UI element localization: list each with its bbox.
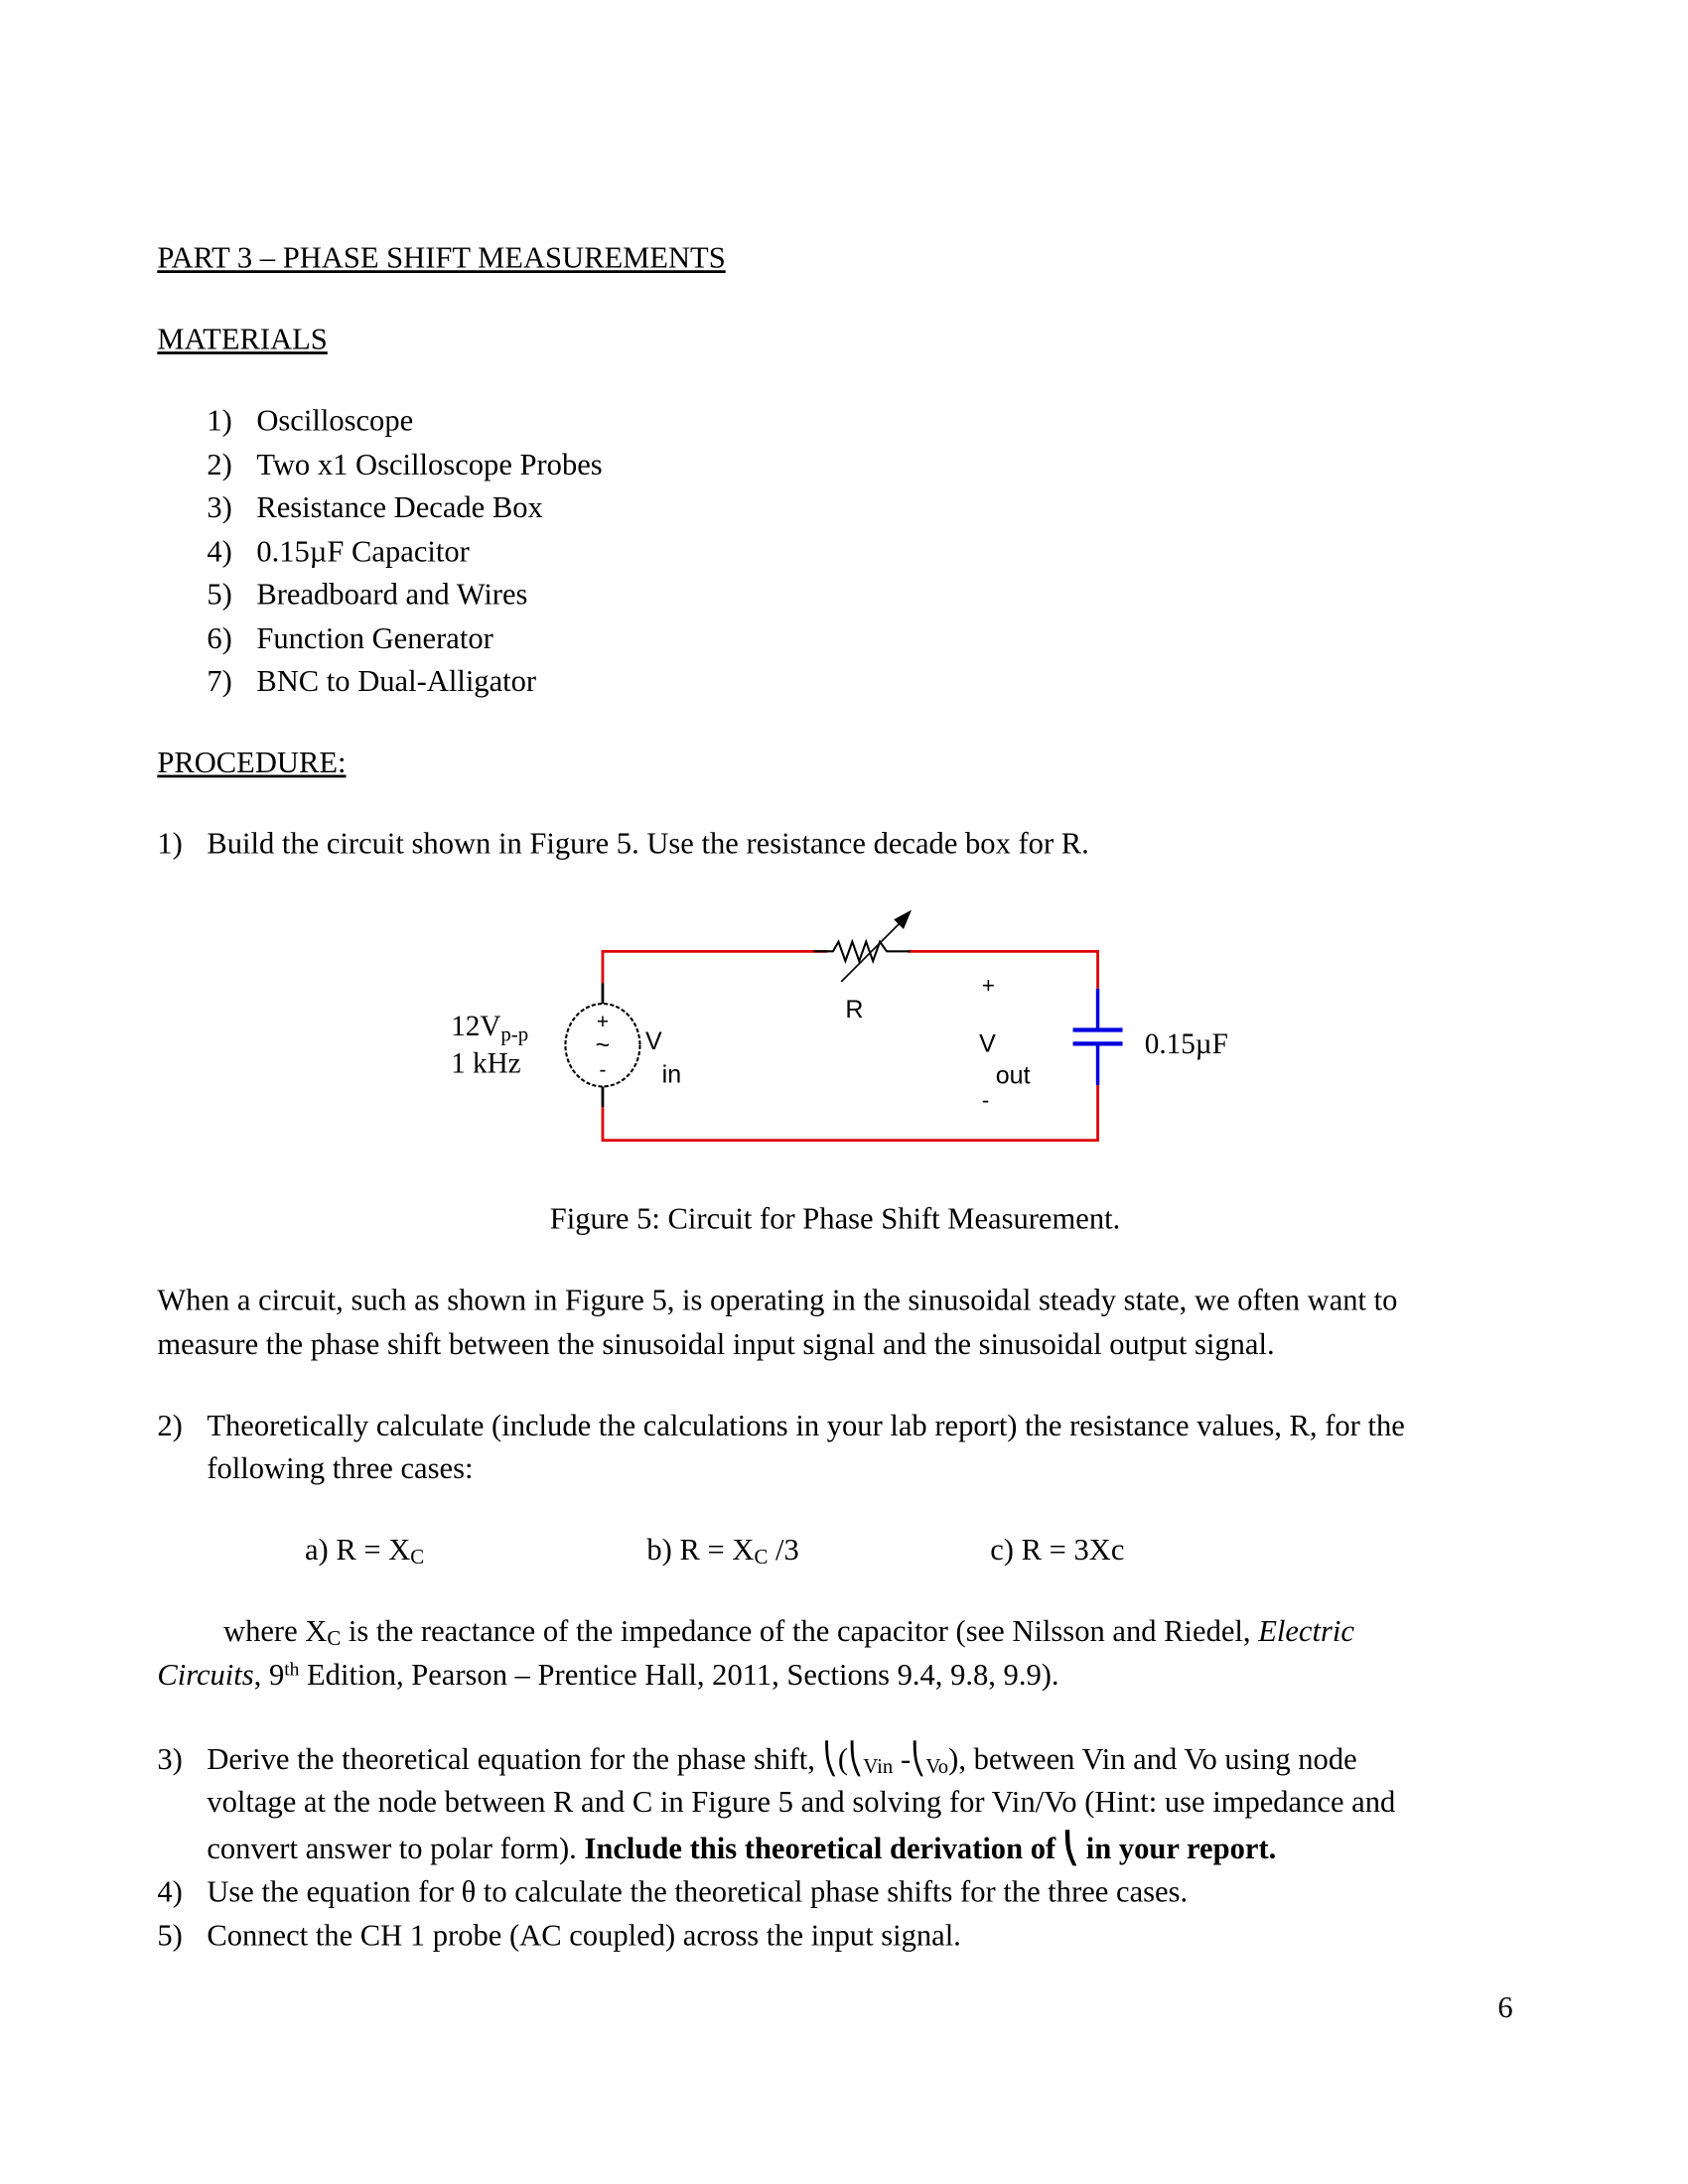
source-plus: + xyxy=(596,1011,610,1034)
item-text: Function Generator xyxy=(256,619,493,655)
resistor-label: R xyxy=(845,996,864,1024)
wire xyxy=(603,1085,1098,1141)
step-number: 1) xyxy=(157,825,183,861)
procedure-heading: PROCEDURE: xyxy=(157,745,347,779)
vin-subscript: in xyxy=(661,1060,682,1089)
item-text: Oscilloscope xyxy=(256,402,414,438)
page-number: 6 xyxy=(1497,1989,1513,2024)
paragraph-line: When a circuit, such as shown in Figure 5, is operating in the sinusoidal steady state, we often want to xyxy=(157,1282,1398,1317)
vout-plus: + xyxy=(981,973,995,999)
step-text: convert answer to polar form). Include this theoretical derivation of ⎝ in your report. xyxy=(207,1831,1277,1866)
item-text: 0.15µF Capacitor xyxy=(256,532,470,568)
step-2 xyxy=(157,1408,1404,1443)
item-number: 7) xyxy=(207,663,232,698)
step-number: 3) xyxy=(157,1741,183,1776)
source-tilde: ~ xyxy=(595,1031,611,1060)
step-text: Theoretically calculate (include the calculations in your lab report) the resistance values, R, for the xyxy=(207,1408,1405,1442)
step-5: 5) Connect the CH 1 probe (AC coupled) across the input signal. xyxy=(157,1917,961,1953)
wire xyxy=(908,951,1098,989)
where-line: where $X_C$ is the reactance of the impedance of the capacitor (see Nilsson and Riedel, Electric xyxy=(223,1613,1354,1651)
item-number: 4) xyxy=(207,532,232,568)
part-title: PART 3 – PHASE SHIFT MEASUREMENTS xyxy=(157,239,726,275)
item-number: 2) xyxy=(207,446,232,481)
case-item: a) $R = X_C$ xyxy=(304,1532,425,1570)
item-number: 1) xyxy=(207,402,232,438)
vin-label: V xyxy=(645,1026,662,1055)
step-text: Build the circuit shown in Figure 5. Use the resistance decade box for R. xyxy=(207,825,1089,861)
item-number: 6) xyxy=(207,619,232,655)
item-number: 3) xyxy=(207,489,232,524)
source-frequency: 1 kHz xyxy=(451,1047,521,1080)
step-text: voltage at the node between R and C in Figure 5 and solving for Vin/Vo (Hint: use impedance and xyxy=(207,1784,1396,1819)
vout-label: V xyxy=(979,1029,996,1058)
item-text: Resistance Decade Box xyxy=(256,489,543,524)
item-text: BNC to Dual-Alligator xyxy=(256,663,537,698)
step-text: following three cases: xyxy=(207,1450,474,1485)
source-minus: - xyxy=(599,1058,607,1082)
item-number: 5) xyxy=(207,576,232,612)
vout-subscript: out xyxy=(995,1061,1031,1090)
step-4: 4) Use the equation for θ to calculate the theoretical phase shifts for the three cases. xyxy=(157,1873,1189,1909)
materials-heading: MATERIALS xyxy=(157,321,328,356)
case-item: b) $R = X_C$ /3 xyxy=(646,1532,799,1570)
where-line: Circuits, 9th Edition, Pearson – Prentice Hall, 2011, Sections 9.4, 9.8, 9.9). xyxy=(157,1657,1059,1693)
step-number: 4) xyxy=(157,1873,183,1909)
resistor-icon xyxy=(813,942,910,961)
item-text: Two x1 Oscilloscope Probes xyxy=(256,446,603,481)
paragraph-line: measure the phase shift between the sinusoidal input signal and the sinusoidal output signal. xyxy=(157,1326,1275,1361)
variable-arrow-icon xyxy=(841,918,905,982)
step-number: 2) xyxy=(157,1408,183,1442)
capacitor-label: 0.15µF xyxy=(1144,1028,1228,1061)
figure-caption: Figure 5: Circuit for Phase Shift Measurement. xyxy=(549,1200,1121,1236)
vout-minus: - xyxy=(981,1087,990,1113)
capacitor-plates xyxy=(1073,1030,1123,1044)
theta-symbol: ⎝ xyxy=(822,1741,838,1776)
source-amplitude: 12Vp-p xyxy=(451,1011,529,1046)
wire xyxy=(603,951,827,983)
item-text: Breadboard and Wires xyxy=(256,576,528,612)
step-3: 3) Derive the theoretical equation for the phase shift, $⎝(⎝_{Vin}$ $-⎝_{Vo}$), between Vin and Vo using node xyxy=(157,1741,1357,1779)
step-number: 5) xyxy=(157,1917,183,1953)
case-item: c) R = 3Xc xyxy=(990,1532,1125,1567)
